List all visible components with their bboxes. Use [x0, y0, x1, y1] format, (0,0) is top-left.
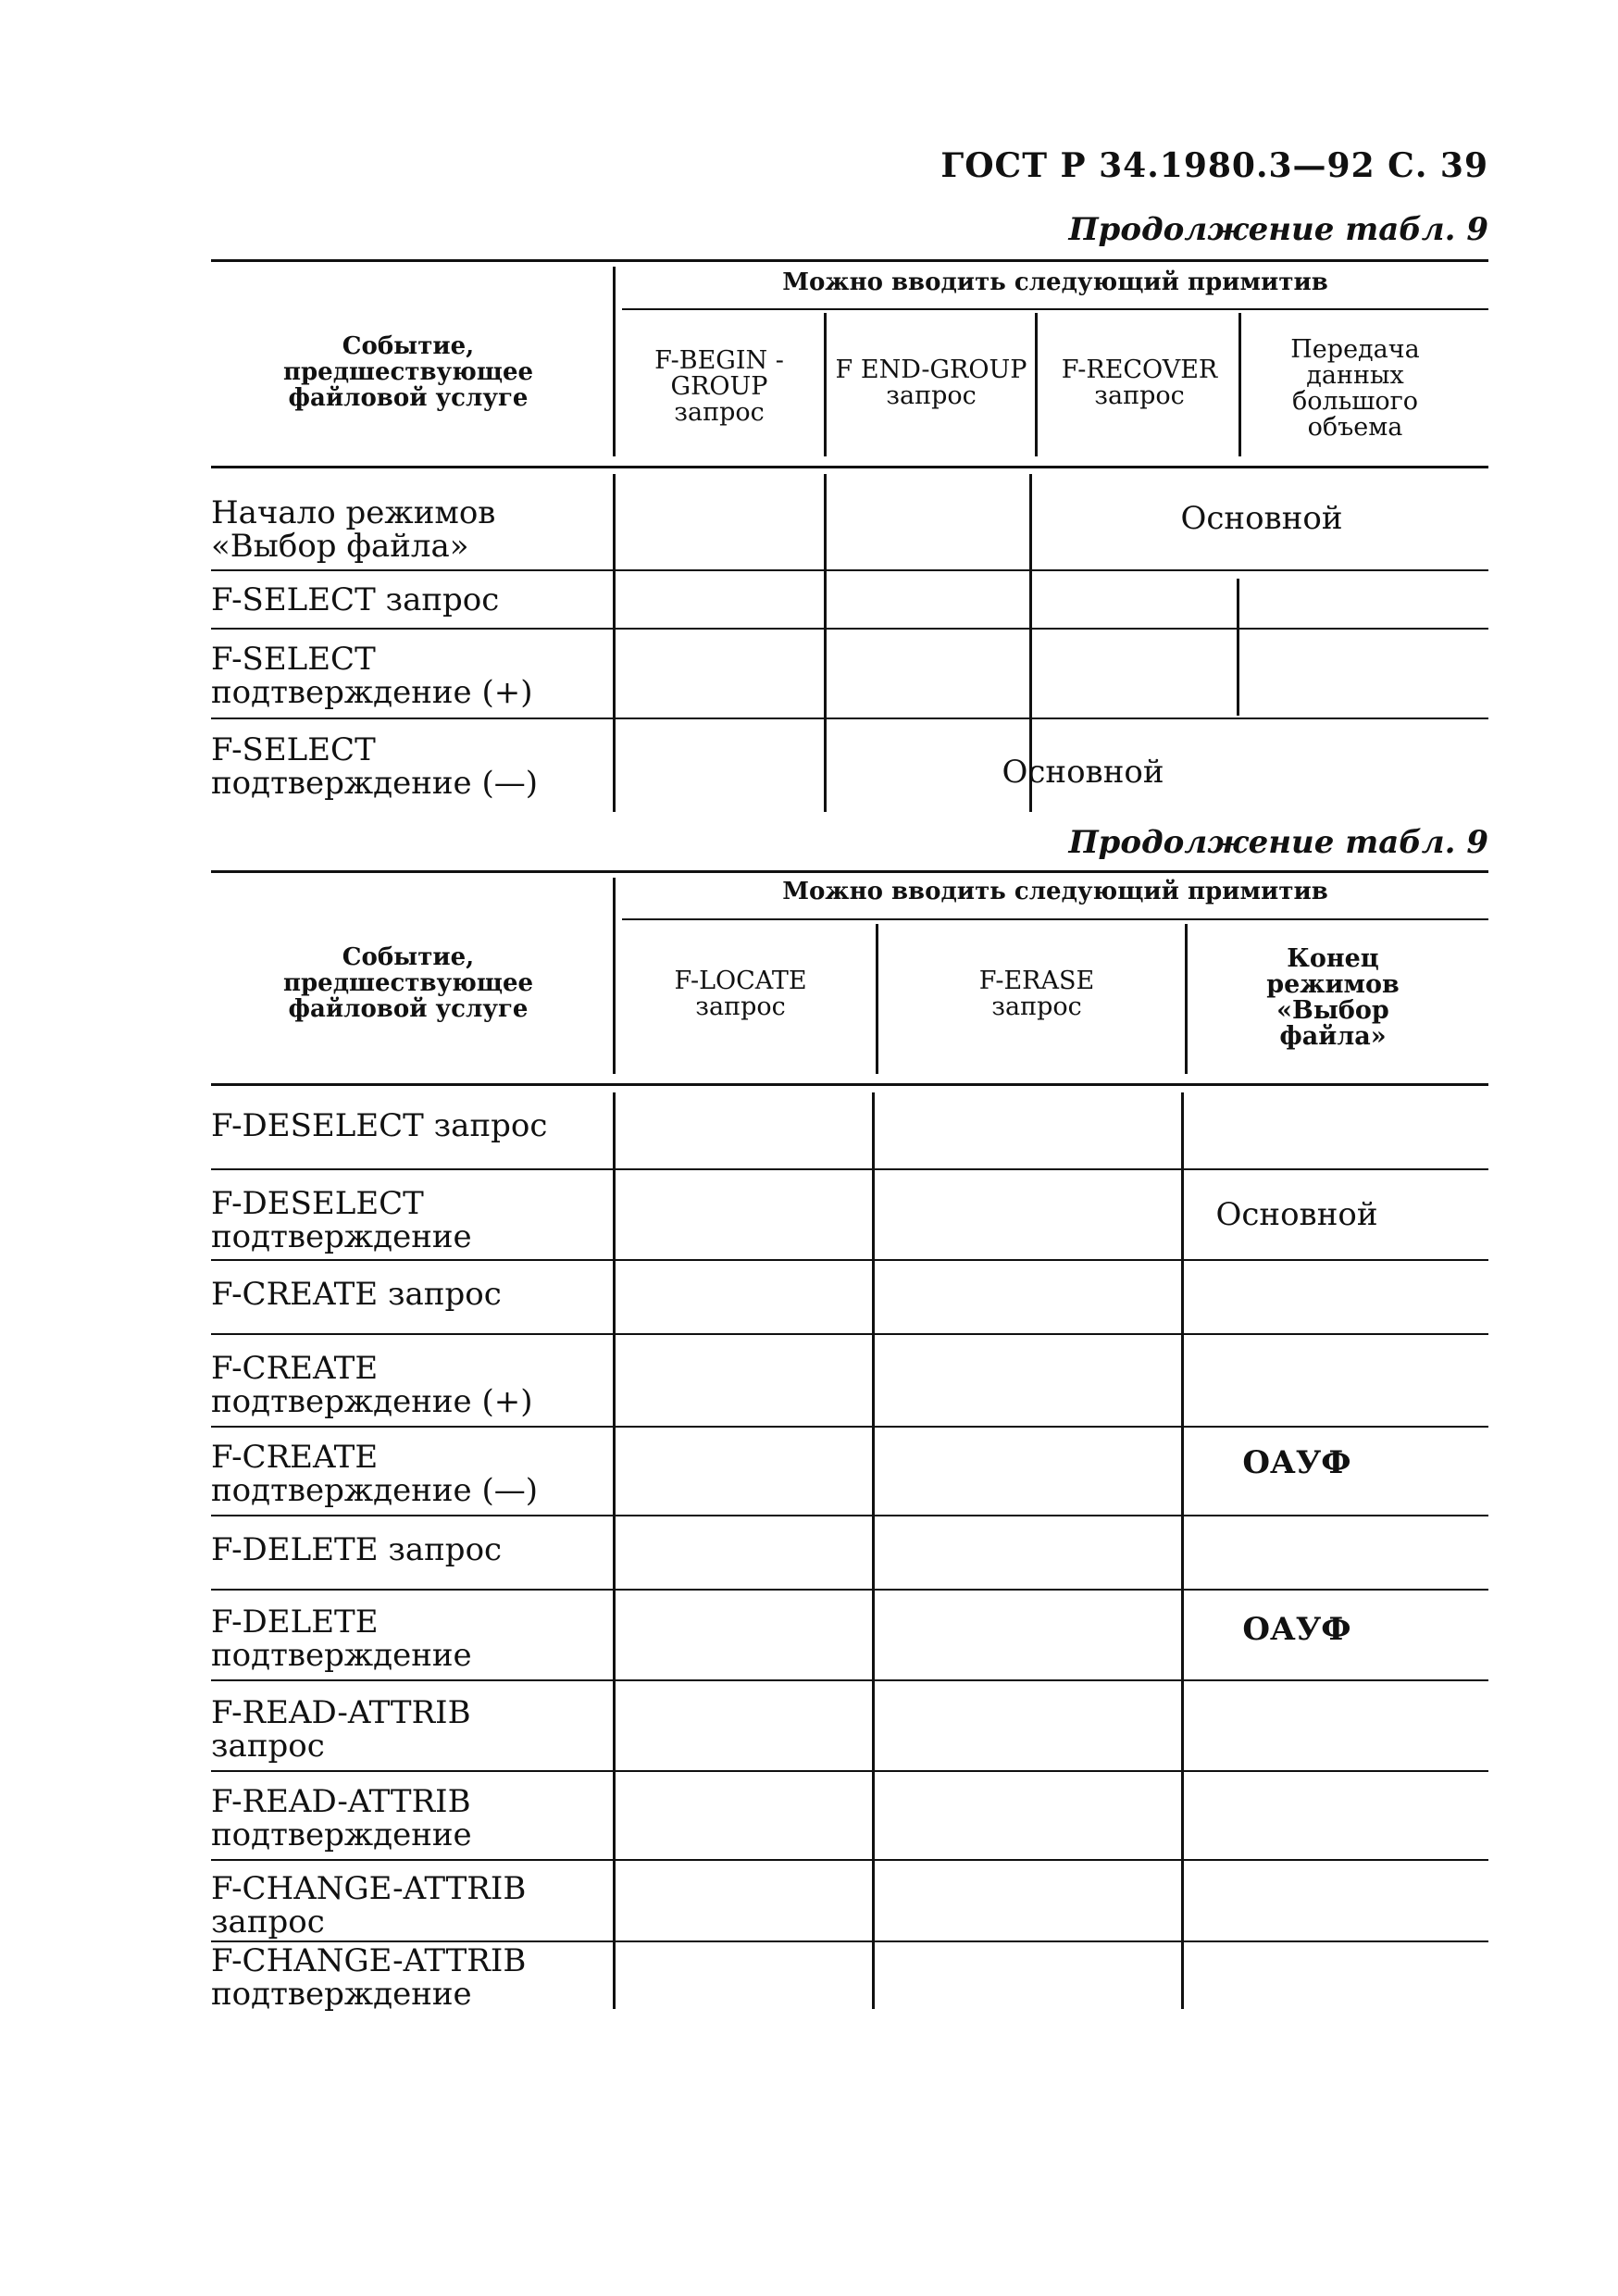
table1-row-label: Начало режимов «Выбор файла»: [211, 494, 496, 565]
table2-col-header: F-LOCATE запрос: [674, 967, 807, 1021]
table1-top-rule: [211, 259, 1488, 262]
table2-row-value: ОАУФ: [1242, 1611, 1351, 1648]
table2-row-rule: [211, 1259, 1488, 1261]
table2-divider: [613, 878, 616, 1074]
table1-col-header: F-RECOVER запрос: [1061, 356, 1218, 410]
table2-row-rule: [211, 1515, 1488, 1516]
table2-row-rule: [211, 1333, 1488, 1335]
table2-row-label: F-DELETE подтверждение: [211, 1603, 472, 1674]
table2-divider: [1181, 1092, 1184, 2009]
table2-row-rule: [211, 1589, 1488, 1591]
table2-row-label: F-DELETE запрос: [211, 1531, 503, 1568]
table2-top-rule: [211, 870, 1488, 873]
table1-col-header: F-BEGIN -GROUP запрос: [654, 346, 784, 427]
table2-continuation: Продолжение табл. 9: [1068, 824, 1488, 861]
page-header: ГОСТ Р 34.1980.3—92 С. 39: [940, 146, 1488, 185]
table1-divider: [1237, 579, 1239, 716]
table1-divider: [613, 474, 616, 812]
table2-row-value: ОАУФ: [1242, 1444, 1351, 1481]
table1-col-header: Передача данных большого объема: [1290, 335, 1420, 442]
table2-row-label: F-CREATE подтверждение (—): [211, 1439, 539, 1509]
table1-row-rule: [211, 569, 1488, 571]
table1-col-header: F END-GROUP запрос: [835, 356, 1027, 410]
table2-col-header: Конец режимов «Выбор файла»: [1266, 944, 1400, 1051]
table2-divider: [613, 1092, 616, 2009]
table1-row-rule: [211, 628, 1488, 630]
table2-row-label: F-CHANGE-ATTRIB запрос: [211, 1870, 527, 1940]
table1-span-header: Можно вводить следующий примитив: [782, 268, 1328, 296]
table2-col-header: F-ERASE запрос: [978, 967, 1095, 1021]
table1-row-label: F-SELECT подтверждение (—): [211, 731, 539, 802]
table1-row-label: F-SELECT подтверждение (+): [211, 641, 533, 711]
table2-row-value: Основной: [1215, 1196, 1378, 1233]
table2-row-label: F-CREATE запрос: [211, 1276, 502, 1313]
table2-span-header: Можно вводить следующий примитив: [782, 878, 1328, 905]
table1-header-rule: [211, 466, 1488, 468]
table1-event-header: Событие, предшествующее файловой услуге: [282, 332, 534, 412]
table1-divider: [824, 474, 827, 812]
table2-event-header: Событие, предшествующее файловой услуге: [282, 943, 534, 1023]
table2-row-rule: [211, 1679, 1488, 1681]
table1-row-rule: [211, 718, 1488, 719]
table2-header-rule: [211, 1083, 1488, 1086]
table1-row-value: Основной: [1002, 754, 1164, 791]
table2-row-label: F-DESELECT запрос: [211, 1107, 548, 1144]
table1-continuation: Продолжение табл. 9: [1068, 211, 1488, 248]
table2-divider: [1185, 924, 1188, 1074]
table1-row-label: F-SELECT запрос: [211, 581, 500, 618]
table2-row-label: F-READ-ATTRIB подтверждение: [211, 1783, 472, 1853]
table2-row-label: F-DESELECT подтверждение: [211, 1185, 472, 1255]
table1-divider: [824, 313, 827, 456]
table2-row-rule: [211, 1168, 1488, 1170]
table2-row-label: F-CREATE подтверждение (+): [211, 1350, 533, 1420]
table2-divider: [872, 1092, 875, 2009]
table2-row-label: F-READ-ATTRIB запрос: [211, 1694, 471, 1765]
table1-divider: [613, 267, 616, 456]
table1-span-rule: [622, 308, 1488, 310]
table2-span-rule: [622, 918, 1488, 920]
table2-row-rule: [211, 1770, 1488, 1772]
table2-row-label: F-CHANGE-ATTRIB подтверждение: [211, 1942, 527, 2013]
table1-divider: [1238, 313, 1241, 456]
table1-row-value: Основной: [1180, 500, 1343, 537]
table1-divider: [1035, 313, 1038, 456]
table2-divider: [876, 924, 878, 1074]
table2-row-rule: [211, 1426, 1488, 1428]
table2-row-rule: [211, 1859, 1488, 1861]
